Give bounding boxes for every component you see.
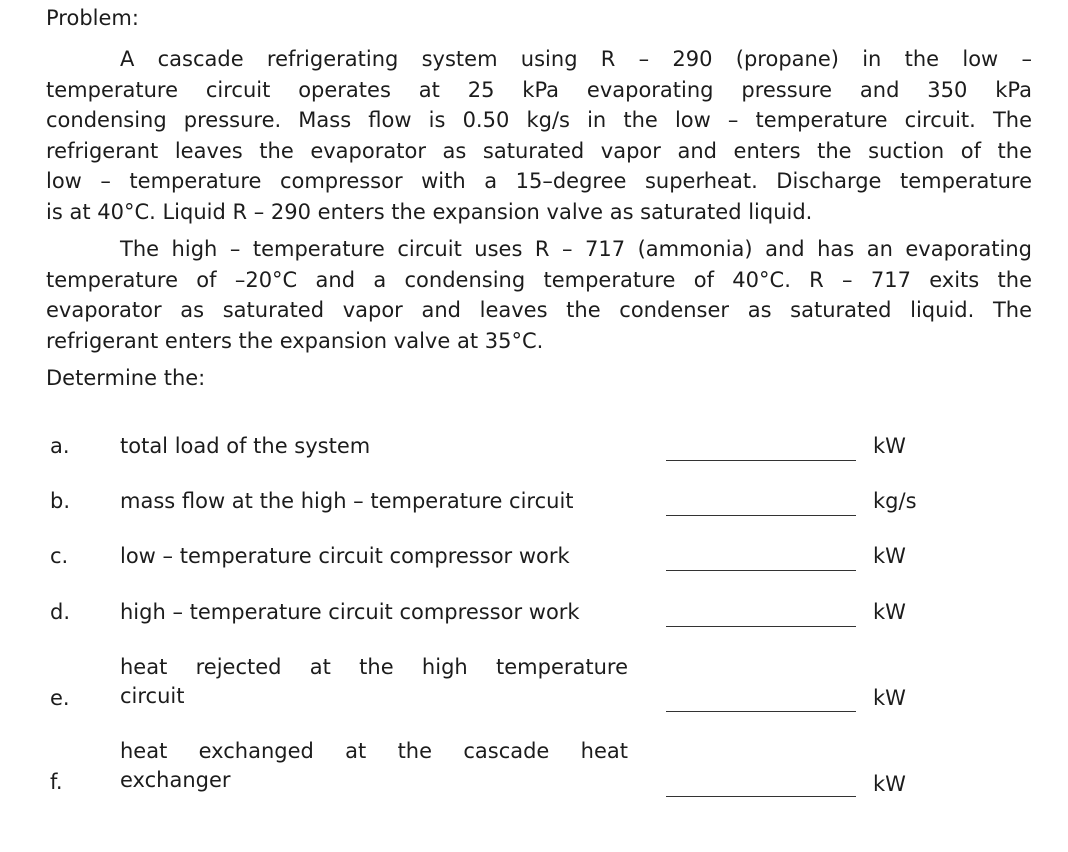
paragraph-line: temperature of –20°C and a condensing temperature of 40°C. R – 717 exits the	[46, 267, 1032, 292]
unit-a: kW	[873, 434, 906, 458]
question-line: total load of the system	[120, 434, 371, 458]
answer-blank-f[interactable]	[666, 796, 856, 797]
unit-b: kg/s	[873, 489, 917, 513]
question-text-a	[120, 432, 628, 461]
question-line: high – temperature circuit compressor work	[120, 600, 580, 624]
question-text-b	[120, 487, 628, 516]
unit-c: kW	[873, 544, 906, 568]
question-letter-f: f.	[50, 770, 63, 794]
question-line: mass flow at the high – temperature circuit	[120, 489, 574, 513]
answer-blank-c[interactable]	[666, 570, 856, 571]
unit-e: kW	[873, 686, 906, 710]
problem-paragraph-1	[46, 44, 1032, 227]
paragraph-line: temperature circuit operates at 25 kPa evaporating pressure and 350 kPa	[46, 77, 1032, 102]
question-letter-c: c.	[50, 544, 69, 568]
question-text-f	[120, 737, 628, 795]
question-letter-a: a.	[50, 434, 70, 458]
question-line: low – temperature circuit compressor work	[120, 544, 570, 568]
paragraph-line: refrigerant enters the expansion valve at 35°C.	[46, 328, 544, 353]
unit-d: kW	[873, 600, 906, 624]
paragraph-line: is at 40°C. Liquid R – 290 enters the expansion valve as saturated liquid.	[46, 199, 813, 224]
answer-blank-a[interactable]	[666, 460, 856, 461]
problem-heading: Problem:	[46, 6, 139, 30]
paragraph-line: refrigerant leaves the evaporator as saturated vapor and enters the suction of the	[46, 138, 1032, 163]
question-text-c	[120, 542, 628, 571]
paragraph-line: A cascade refrigerating system using R – 290 (propane) in the low –	[120, 47, 1032, 71]
paragraph-line: The high – temperature circuit uses R – 717 (ammonia) and has an evaporating	[120, 237, 1032, 261]
paragraph-line: evaporator as saturated vapor and leaves the condenser as saturated liquid. The	[46, 298, 1032, 322]
question-line: circuit	[120, 684, 185, 708]
question-line: exchanger	[120, 768, 231, 792]
paragraph-line: low – temperature compressor with a 15–degree superheat. Discharge temperature	[46, 169, 1032, 193]
question-line: heat rejected at the high temperature	[120, 655, 628, 679]
question-letter-e: e.	[50, 686, 70, 710]
answer-blank-b[interactable]	[666, 515, 856, 516]
question-line: heat exchanged at the cascade heat	[120, 739, 628, 763]
determine-label: Determine the:	[46, 366, 206, 390]
question-text-d	[120, 598, 628, 627]
answer-blank-d[interactable]	[666, 626, 856, 627]
question-letter-d: d.	[50, 600, 71, 624]
question-letter-b: b.	[50, 489, 71, 513]
problem-paragraph-2	[46, 234, 1032, 356]
answer-blank-e[interactable]	[666, 711, 856, 712]
paragraph-line: condensing pressure. Mass flow is 0.50 kg/s in the low – temperature circuit. The	[46, 108, 1032, 132]
unit-f: kW	[873, 772, 906, 796]
question-text-e	[120, 653, 628, 711]
